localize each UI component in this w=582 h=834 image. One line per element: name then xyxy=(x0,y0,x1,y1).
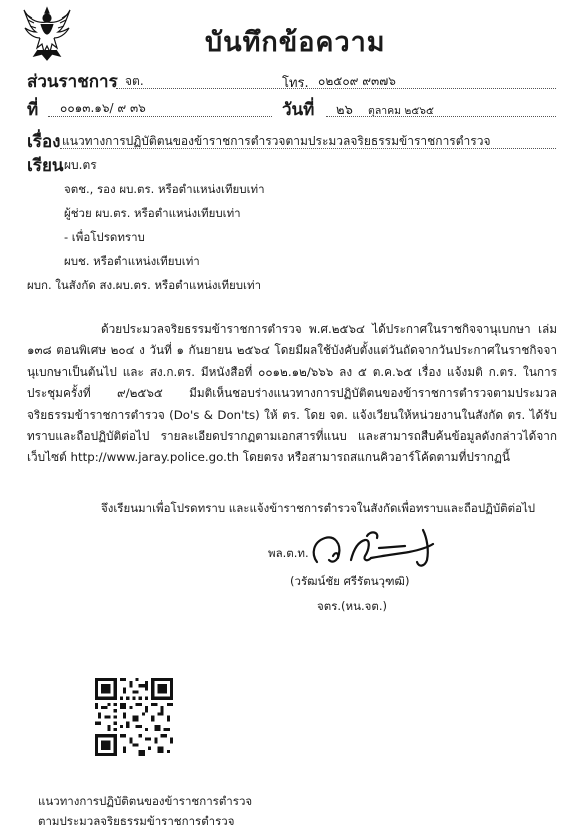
qr-caption-line-2: ตามประมวลจริยธรรมข้าราชการตำรวจ xyxy=(38,814,235,828)
garuda-emblem xyxy=(22,4,72,62)
date-month-year: ตุลาคม ๒๕๖๕ xyxy=(368,105,434,117)
signature-position: จตร.(หน.จต.) xyxy=(317,599,387,613)
recipient-item: ผบช. หรือตำแหน่งเทียบเท่า xyxy=(64,254,200,268)
qr-caption-line-1: แนวทางการปฏิบัติตนของข้าราชการตำรวจ xyxy=(38,794,253,808)
body-paragraph-1 xyxy=(27,319,557,469)
recipient-item: ผบก. ในสังกัด สง.ผบ.ตร. หรือตำแหน่งเทียบเท่า xyxy=(27,278,262,292)
body-paragraph-2: จึงเรียนมาเพื่อโปรดทราบ และแจ้งข้าราชการตำรวจในสังกัดเพื่อทราบและถือปฏิบัติต่อไป xyxy=(101,501,536,515)
phone-value: ๐๒๕๐๙ ๙๓๗๖ xyxy=(318,74,396,88)
recipient-item: - เพื่อโปรดทราบ xyxy=(64,230,145,244)
signature-rank: พล.ต.ท. xyxy=(268,546,309,560)
handwritten-signature xyxy=(305,522,455,574)
page-title: บันทึกข้อความ xyxy=(205,27,386,58)
subject-label: เรื่อง xyxy=(27,132,61,152)
agency-underline xyxy=(116,88,556,89)
date-day: ๒๖ xyxy=(336,103,353,118)
date-underline xyxy=(326,116,556,117)
body-paragraph-1-text: ด้วยประมวลจริยธรรมข้าราชการตำรวจ พ.ศ.๒๕๖๔ ได้ประกาศในราชกิจจานุเบกษา เล่ม ๑๓๘ ตอนพิเศษ ๒๐๔ ง วันที่ ๑ กันยายน ๒๕๖๔ โดยมีผลใช้บังคับตั้งแต่วันถัดจากวันประกาศในราชกิจจานุเบกษาเป็นต้นไป และ สง.ก.ตร. มีหนังสือที่ ๐๐๑๒.๑๒/๖๖๖ ลง ๕ ต.ค.๖๕ เรื่อง แจ้งมติ ก.ตร. ในการประชุมครั้งที่ ๙/๒๕๖๕ มีมติเห็นชอบร่างแนวทางการปฏิบัติตนของข้าราชการตำรวจตามประมวลจริยธรรมข้าราชการตำรวจ (Do's & Don'ts) ให้ ตร. โดย จต. แจ้งเวียนให้หน่วยงานในสังกัด ตร. ได้รับทราบและถือปฏิบัติต่อไป รายละเอียดปรากฏตามเอกสารที่แนบ และสามารถสืบค้นข้อมูลดังกล่าวได้จากเว็บไซต์ http://www.jaray.police.go.th โดยตรง หรือสามารถสแกนคิวอาร์โค้ดตามที่ปรากฏนี้ xyxy=(27,322,557,465)
phone-label: โทร. xyxy=(282,76,309,91)
to-value: ผบ.ตร xyxy=(64,158,97,172)
date-label: วันที่ xyxy=(282,100,315,120)
number-value: ๐๐๑๓.๑๖/ ๙ ๓๖ xyxy=(60,101,146,115)
recipient-item: จตช., รอง ผบ.ตร. หรือตำแหน่งเทียบเท่า xyxy=(64,182,265,196)
recipient-item: ผู้ช่วย ผบ.ตร. หรือตำแหน่งเทียบเท่า xyxy=(64,206,241,220)
agency-value: จต. xyxy=(125,74,144,88)
subject-value: แนวทางการปฏิบัติตนของข้าราชการตำรวจตามประมวลจริยธรรมข้าราชการตำรวจ xyxy=(62,134,491,148)
number-underline xyxy=(48,116,272,117)
signature-name: (วรัฒน์ชัย ศรีรัตนวุฑฒิ) xyxy=(290,574,410,588)
to-label: เรียน xyxy=(27,156,64,176)
subject-underline xyxy=(60,148,556,149)
number-label: ที่ xyxy=(27,100,39,120)
qr-code[interactable] xyxy=(95,678,173,756)
agency-label: ส่วนราชการ xyxy=(27,72,118,92)
